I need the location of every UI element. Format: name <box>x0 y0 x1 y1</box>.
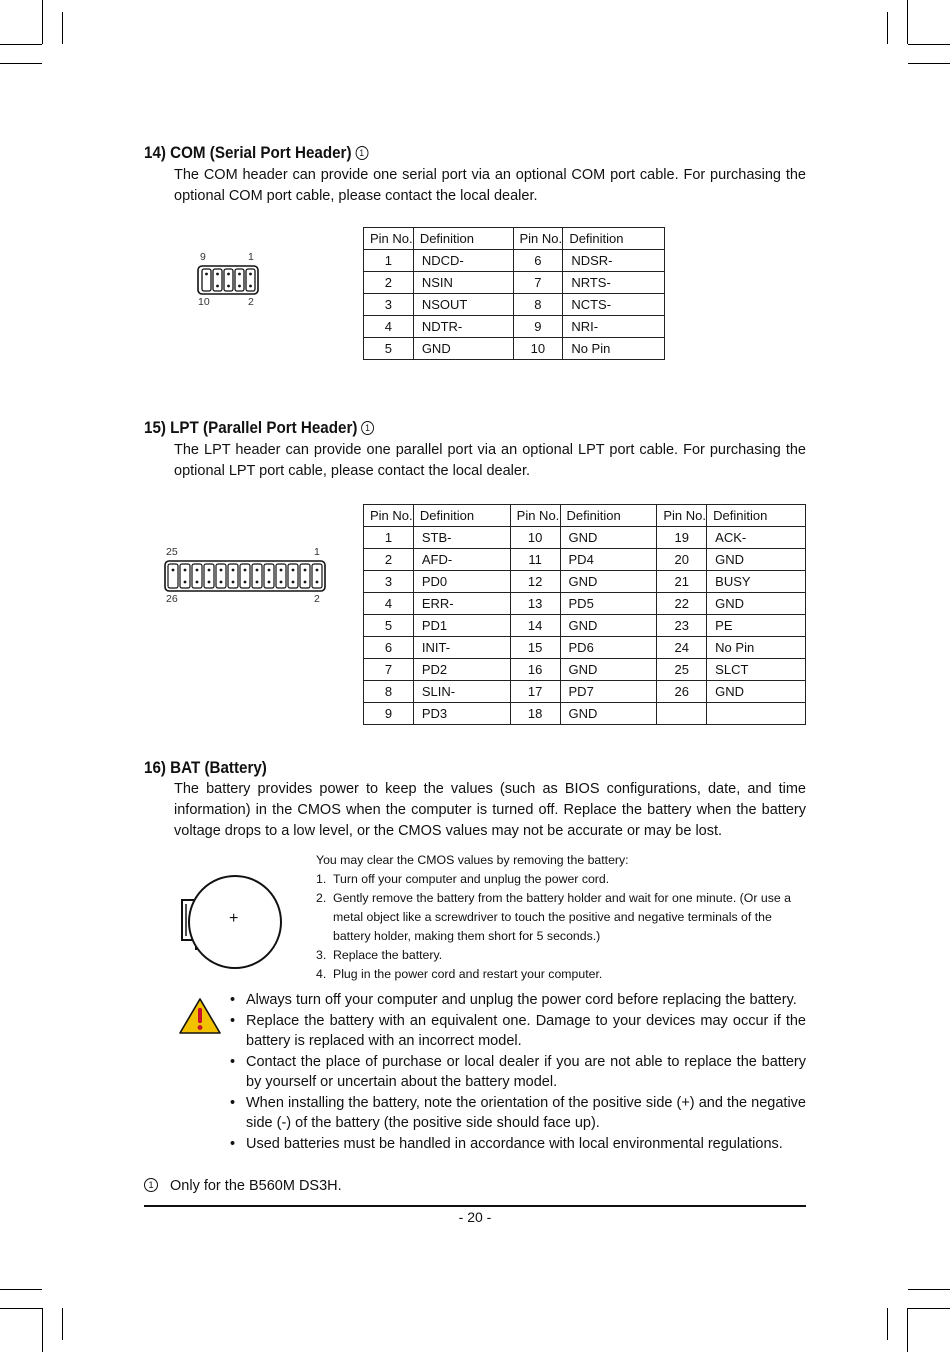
step-text: Turn off your computer and unplug the power cord. <box>333 872 610 886</box>
pin-definition: NSOUT <box>413 294 513 316</box>
pin-number: 6 <box>364 637 414 659</box>
pin-definition: SLIN- <box>413 681 510 703</box>
pin-definition: BUSY <box>707 571 806 593</box>
table-row <box>364 659 806 681</box>
com-heading <box>144 144 368 163</box>
table-row <box>364 571 806 593</box>
pin-definition: NRI- <box>563 316 665 338</box>
com-heading-text: 14) COM (Serial Port Header) <box>144 144 352 162</box>
warning-text: Contact the place of purchase or local dealer if you are not able to replace the battery by yourself or uncertain about the battery model. <box>246 1053 806 1090</box>
connector-label: 9 <box>200 251 206 263</box>
table-header: Definition <box>413 228 513 250</box>
table-header: Pin No. <box>364 505 414 527</box>
pin-number: 2 <box>364 272 414 294</box>
list-item <box>316 946 806 965</box>
warning-text: Replace the battery with an equivalent one. Damage to your devices may occur if the battery is replaced with an incorrect model. <box>246 1012 806 1049</box>
list-item <box>230 1011 806 1052</box>
pin-definition: No Pin <box>563 338 665 360</box>
step-text: Plug in the power cord and restart your computer. <box>333 967 603 981</box>
bullet: • <box>230 1094 236 1111</box>
pin-number: 25 <box>657 659 707 681</box>
battery-plus-symbol: + <box>229 910 239 927</box>
pin-definition: NCTS- <box>563 294 665 316</box>
table-header: Pin No. <box>657 505 707 527</box>
pin-number: 4 <box>364 316 414 338</box>
table-row <box>364 615 806 637</box>
pin-number: 20 <box>657 549 707 571</box>
table-header: Pin No. <box>513 228 563 250</box>
connector-label: 25 <box>166 546 178 558</box>
table-header: Definition <box>413 505 510 527</box>
pin-definition: GND <box>560 659 657 681</box>
pin-definition: INIT- <box>413 637 510 659</box>
bat-description: The battery provides power to keep the values (such as BIOS configurations, date, and time information) in the CMOS when the computer is turned off. Replace the battery when the battery voltage drops to a low level, or the CMOS values may not be accurate or may be lost. <box>174 781 806 839</box>
pin-definition: ACK- <box>707 527 806 549</box>
pin-number: 2 <box>364 549 414 571</box>
table-header: Definition <box>707 505 806 527</box>
list-item <box>230 1052 806 1093</box>
pin-definition: GND <box>560 527 657 549</box>
pin-number: 10 <box>510 527 560 549</box>
com-description: The COM header can provide one serial port via an optional COM port cable. For purchasing the optional COM port cable, please contact the local dealer. <box>174 167 806 204</box>
pin-definition: PE <box>707 615 806 637</box>
battery-warnings <box>230 990 806 1154</box>
pin-definition: STB- <box>413 527 510 549</box>
connector-label: 10 <box>198 296 210 308</box>
pin-definition: AFD- <box>413 549 510 571</box>
table-row <box>364 338 665 360</box>
connector-label: 2 <box>314 593 320 605</box>
pin-number: 17 <box>510 681 560 703</box>
pin-number: 5 <box>364 615 414 637</box>
clear-cmos-intro: You may clear the CMOS values by removing the battery: <box>316 853 629 867</box>
step-number: 4. <box>316 967 327 981</box>
pin-definition: GND <box>413 338 513 360</box>
lpt-description: The LPT header can provide one parallel port via an optional LPT port cable. For purchasing the optional LPT port cable, please contact the local dealer. <box>174 442 806 479</box>
pin-definition: NDSR- <box>563 250 665 272</box>
list-item <box>230 1093 806 1134</box>
pin-number: 3 <box>364 571 414 593</box>
pin-definition: GND <box>707 593 806 615</box>
table-row <box>364 250 665 272</box>
pin-definition: GND <box>560 703 657 725</box>
table-row <box>364 272 665 294</box>
table-row <box>364 703 806 725</box>
warning-text: Used batteries must be handled in accordance with local environmental regulations. <box>246 1135 783 1152</box>
clear-cmos-instructions <box>316 851 806 984</box>
pin-definition: GND <box>560 571 657 593</box>
pin-number <box>657 703 707 725</box>
table-row <box>364 316 665 338</box>
pin-definition: PD7 <box>560 681 657 703</box>
pin-number: 8 <box>364 681 414 703</box>
pin-definition: No Pin <box>707 637 806 659</box>
pin-number: 14 <box>510 615 560 637</box>
step-text: Gently remove the battery from the battery holder and wait for one minute. (Or use a metal object like a screwdriver to touch the positive and negative terminals of the battery holder, making them short for 5 seconds.) <box>333 891 791 943</box>
note-marker: 1 <box>144 1178 158 1192</box>
pin-definition: ERR- <box>413 593 510 615</box>
step-number: 1. <box>316 872 327 886</box>
pin-number: 18 <box>510 703 560 725</box>
pin-number: 1 <box>364 527 414 549</box>
pin-number: 24 <box>657 637 707 659</box>
pin-definition: PD1 <box>413 615 510 637</box>
table-row <box>364 593 806 615</box>
pin-definition: PD5 <box>560 593 657 615</box>
warning-triangle-icon <box>178 996 222 1036</box>
pin-number: 16 <box>510 659 560 681</box>
pin-definition: GND <box>707 681 806 703</box>
bullet: • <box>230 1012 236 1029</box>
connector-label: 1 <box>248 251 254 263</box>
list-item <box>316 870 806 889</box>
connector-label: 2 <box>248 296 254 308</box>
step-text: Replace the battery. <box>333 948 443 962</box>
pin-number: 12 <box>510 571 560 593</box>
pin-number: 7 <box>364 659 414 681</box>
lpt-heading-text: 15) LPT (Parallel Port Header) <box>144 419 358 437</box>
pin-number: 22 <box>657 593 707 615</box>
bullet: • <box>230 1053 236 1070</box>
footnote-text: Only for the B560M DS3H. <box>170 1178 342 1194</box>
pin-number: 4 <box>364 593 414 615</box>
battery-holder-diagram <box>172 874 298 974</box>
pin-definition: GND <box>560 615 657 637</box>
pin-number: 11 <box>510 549 560 571</box>
bullet: • <box>230 1135 236 1152</box>
com-header-pins-icon <box>196 264 260 296</box>
pin-definition: PD0 <box>413 571 510 593</box>
step-number: 2. <box>316 891 327 905</box>
pin-number: 26 <box>657 681 707 703</box>
pin-number: 21 <box>657 571 707 593</box>
pin-number: 9 <box>364 703 414 725</box>
pin-definition: NDCD- <box>413 250 513 272</box>
table-header: Pin No. <box>364 228 414 250</box>
table-header: Pin No. <box>510 505 560 527</box>
table-header: Definition <box>560 505 657 527</box>
note-marker: 1 <box>361 421 374 435</box>
table-header: Definition <box>563 228 665 250</box>
pin-number: 13 <box>510 593 560 615</box>
com-pin-table <box>363 227 665 360</box>
table-header-row <box>364 228 665 250</box>
pin-number: 5 <box>364 338 414 360</box>
table-row <box>364 637 806 659</box>
table-row <box>364 549 806 571</box>
list-item <box>316 889 806 946</box>
table-row <box>364 527 806 549</box>
bat-heading: 16) BAT (Battery) <box>144 759 267 777</box>
pin-number: 10 <box>513 338 563 360</box>
pin-number: 7 <box>513 272 563 294</box>
pin-definition: NSIN <box>413 272 513 294</box>
pin-number: 3 <box>364 294 414 316</box>
pin-definition: NDTR- <box>413 316 513 338</box>
pin-definition: PD6 <box>560 637 657 659</box>
note-marker: 1 <box>355 146 368 160</box>
pin-number: 1 <box>364 250 414 272</box>
lpt-heading <box>144 419 374 438</box>
pin-definition: PD2 <box>413 659 510 681</box>
pin-definition: PD4 <box>560 549 657 571</box>
step-number: 3. <box>316 948 327 962</box>
page-number: - 20 - <box>458 1209 492 1225</box>
warning-text: When installing the battery, note the orientation of the positive side (+) and the negative side (-) of the battery (the positive side should face up). <box>246 1094 806 1131</box>
pin-number: 6 <box>513 250 563 272</box>
list-item <box>230 990 806 1011</box>
pin-number: 23 <box>657 615 707 637</box>
list-item <box>316 965 806 984</box>
warning-text: Always turn off your computer and unplug the power cord before replacing the battery. <box>246 992 797 1008</box>
pin-number: 8 <box>513 294 563 316</box>
pin-definition <box>707 703 806 725</box>
pin-number: 19 <box>657 527 707 549</box>
pin-number: 9 <box>513 316 563 338</box>
lpt-header-pins-icon <box>163 559 327 593</box>
connector-label: 1 <box>314 546 320 558</box>
pin-number: 15 <box>510 637 560 659</box>
pin-definition: PD3 <box>413 703 510 725</box>
lpt-pin-table <box>363 504 806 725</box>
table-row <box>364 294 665 316</box>
connector-label: 26 <box>166 593 178 605</box>
footnote <box>144 1178 342 1194</box>
footer-rule <box>144 1205 806 1207</box>
table-row <box>364 681 806 703</box>
list-item <box>230 1134 806 1155</box>
pin-definition: GND <box>707 549 806 571</box>
pin-definition: SLCT <box>707 659 806 681</box>
pin-definition: NRTS- <box>563 272 665 294</box>
table-header-row <box>364 505 806 527</box>
bullet: • <box>230 992 236 1008</box>
